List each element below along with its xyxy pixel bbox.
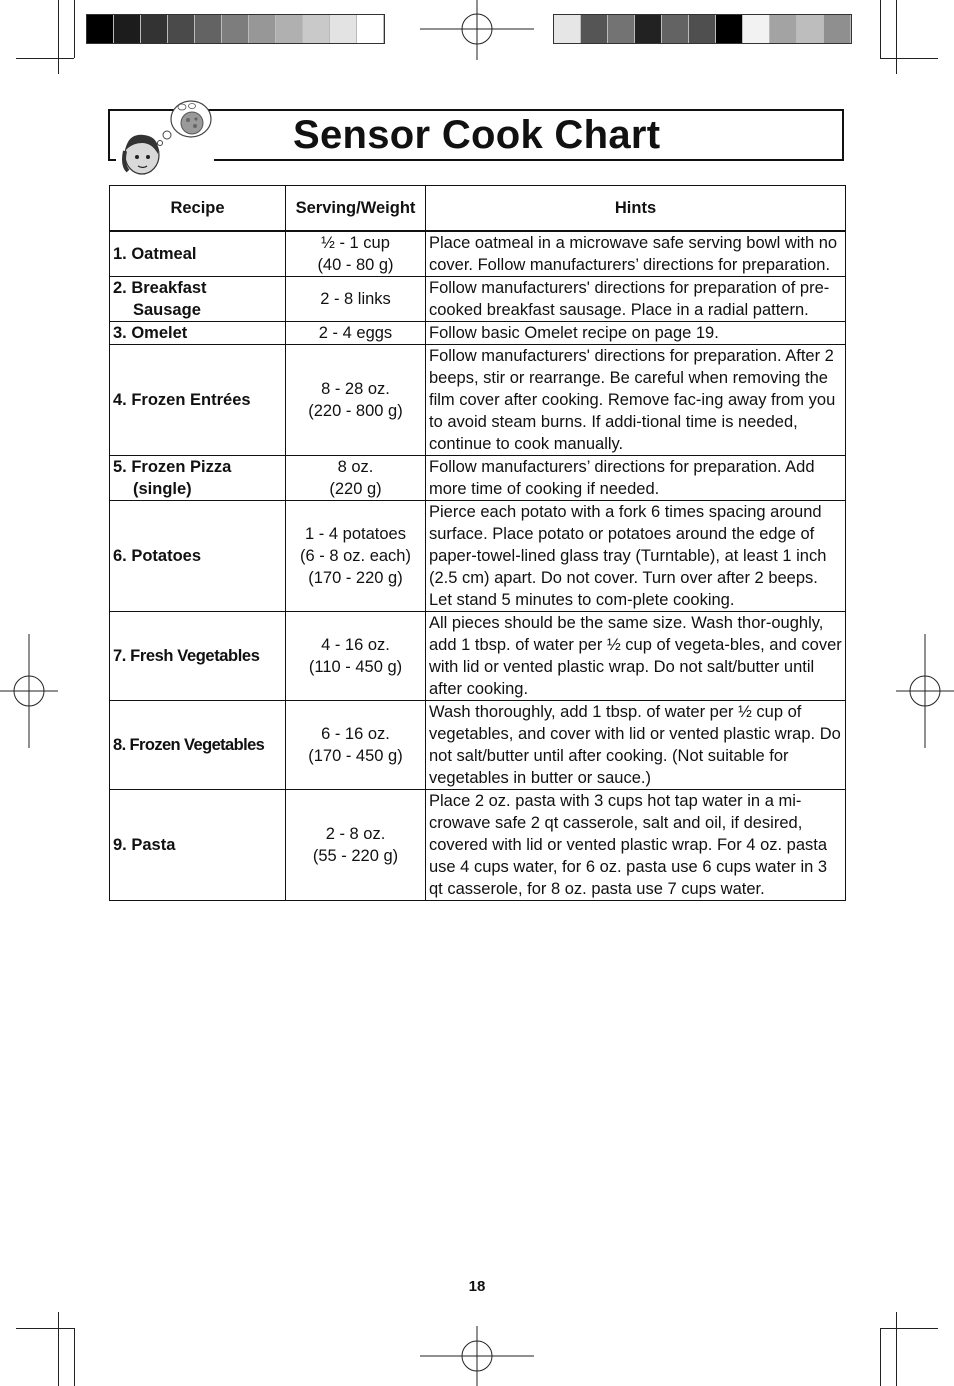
serving-cell: 2 - 8 oz. (55 - 220 g) [286, 790, 426, 901]
table-header-row [110, 186, 846, 232]
calibration-right-swatch [635, 15, 662, 43]
table-row [110, 231, 846, 277]
title-banner [108, 109, 844, 161]
table-row [110, 790, 846, 901]
serving-cell: 4 - 16 oz. (110 - 450 g) [286, 612, 426, 701]
hints-cell: Pierce each potato with a fork 6 times spacing around surface. Place potato or potatoes around the edge of paper-towel-lined glass tray (Turntable), at least 1 inch (2.5 cm) apart. Do not cover. Turn over after 2 beeps. Let stand 5 minutes to com-plete cooking. [426, 501, 846, 612]
hints-cell: Wash thoroughly, add 1 tbsp. of water per ½ cup of vegetables, and cover with lid or vented plastic wrap. Do not salt/butter until after cooking. (Not suitable for vegetables in butter or sauce.) [426, 701, 846, 790]
hints-cell: Follow manufacturers’ directions for preparation. Add more time of cooking if needed. [426, 456, 846, 501]
serving-cell: ½ - 1 cup (40 - 80 g) [286, 231, 426, 277]
calibration-left-swatch [114, 15, 141, 43]
calibration-left-swatch [303, 15, 330, 43]
color-calibration-bar-right [553, 14, 852, 44]
registration-mark-left [0, 634, 58, 748]
calibration-left-swatch [222, 15, 249, 43]
hints-cell: Place oatmeal in a microwave safe serving bowl with no cover. Follow manufacturers’ directions for preparation. [426, 231, 846, 277]
calibration-right-swatch [716, 15, 743, 43]
calibration-right-swatch [662, 15, 689, 43]
column-header-recipe: Recipe [110, 186, 286, 232]
recipe-cell: 5. Frozen Pizza (single) [110, 456, 286, 501]
table-row [110, 456, 846, 501]
column-header-serving: Serving/Weight [286, 186, 426, 232]
page-number: 18 [468, 1278, 486, 1295]
recipe-cell: 1. Oatmeal [110, 231, 286, 277]
registration-mark-top [420, 0, 534, 60]
calibration-right-swatch [689, 15, 716, 43]
calibration-right-swatch [770, 15, 797, 43]
calibration-left-swatch [87, 15, 114, 43]
calibration-right-swatch [608, 15, 635, 43]
serving-cell: 8 oz. (220 g) [286, 456, 426, 501]
table-row [110, 322, 846, 345]
calibration-right-swatch [581, 15, 608, 43]
calibration-left-swatch [141, 15, 168, 43]
recipe-cell: 2. Breakfast Sausage [110, 277, 286, 322]
calibration-right-swatch [743, 15, 770, 43]
serving-cell: 8 - 28 oz. (220 - 800 g) [286, 345, 426, 456]
hints-cell: Follow manufacturers' directions for preparation. After 2 beeps, stir or rearrange. Be careful when removing the film cover after cooking. Remove fac-ing away from you to avoid steam burns. If addi-tional time is needed, continue to cook manually. [426, 345, 846, 456]
sensor-cook-table [109, 185, 846, 901]
serving-cell: 2 - 8 links [286, 277, 426, 322]
recipe-cell: 8. Frozen Vegetables [110, 701, 286, 790]
table-row [110, 345, 846, 456]
serving-cell: 2 - 4 eggs [286, 322, 426, 345]
calibration-right-swatch [554, 15, 581, 43]
calibration-left-swatch [249, 15, 276, 43]
table-row [110, 612, 846, 701]
calibration-left-swatch [357, 15, 384, 43]
table-row [110, 277, 846, 322]
calibration-left-swatch [195, 15, 222, 43]
recipe-cell: 6. Potatoes [110, 501, 286, 612]
recipe-cell: 7. Fresh Vegetables [110, 612, 286, 701]
recipe-cell: 4. Frozen Entrées [110, 345, 286, 456]
page-title: Sensor Cook Chart [293, 113, 661, 157]
calibration-left-swatch [276, 15, 303, 43]
calibration-left-swatch [330, 15, 357, 43]
recipe-cell: 3. Omelet [110, 322, 286, 345]
hints-cell: Follow manufacturers' directions for preparation of pre-cooked breakfast sausage. Place in a radial pattern. [426, 277, 846, 322]
chef-mascot-illustration [116, 99, 216, 179]
table-row [110, 701, 846, 790]
hints-cell: Place 2 oz. pasta with 3 cups hot tap water in a mi-crowave safe 2 qt casserole, salt and oil, if desired, covered with lid or vented plastic wrap. For 4 oz. pasta use 4 cups water, for 6 oz. pasta use 6 cups water in 3 qt casserole, for 8 oz. pasta use 7 cups water. [426, 790, 846, 901]
table-row [110, 501, 846, 612]
color-calibration-bar-left [86, 14, 385, 44]
recipe-cell: 9. Pasta [110, 790, 286, 901]
calibration-left-swatch [168, 15, 195, 43]
registration-mark-right [896, 634, 954, 748]
registration-mark-bottom [420, 1326, 534, 1386]
serving-cell: 6 - 16 oz. (170 - 450 g) [286, 701, 426, 790]
column-header-hints: Hints [426, 186, 846, 232]
calibration-right-swatch [797, 15, 824, 43]
serving-cell: 1 - 4 potatoes (6 - 8 oz. each) (170 - 220 g) [286, 501, 426, 612]
hints-cell: All pieces should be the same size. Wash thor-oughly, add 1 tbsp. of water per ½ cup of vegeta-bles, and cover with lid or vented plastic wrap. Do not salt/butter until after cooking. [426, 612, 846, 701]
calibration-right-swatch [824, 15, 851, 43]
hints-cell: Follow basic Omelet recipe on page 19. [426, 322, 846, 345]
